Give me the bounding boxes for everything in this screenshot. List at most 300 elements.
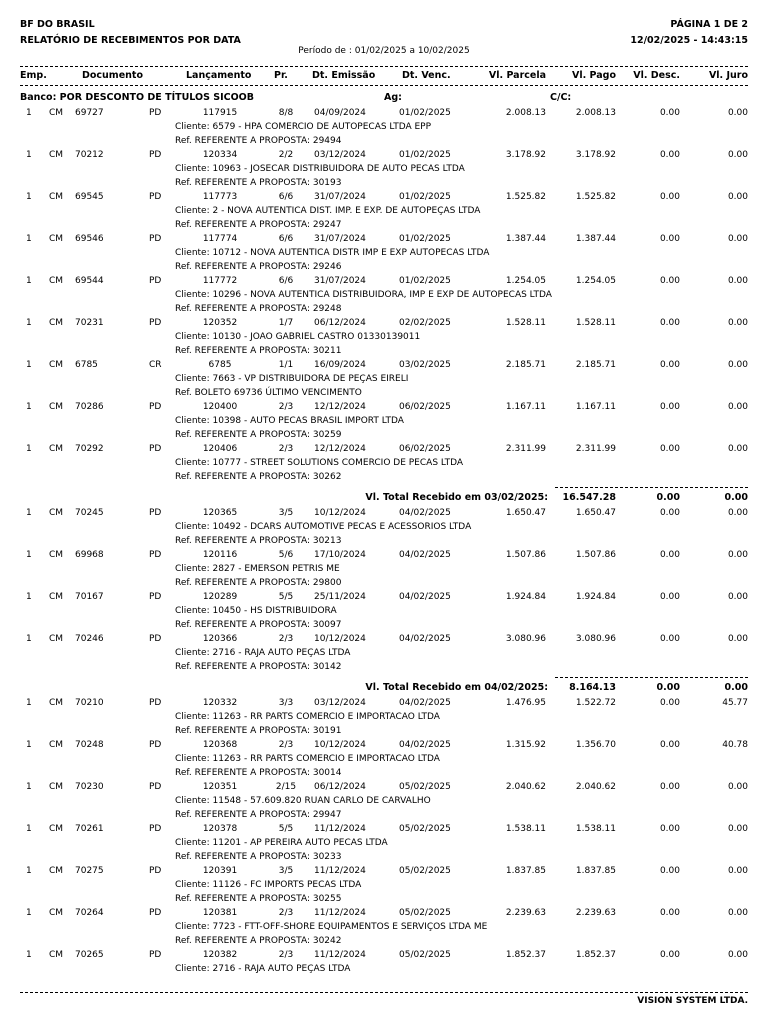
cell-vl-juro: 0.00 [727, 150, 748, 160]
col-header-vl-juro: Vl. Juro [708, 70, 748, 81]
cell-cliente: Cliente: 10450 - HS DISTRIBUIDORA [175, 606, 337, 616]
table-row [0, 508, 768, 550]
group-total-row [0, 682, 768, 696]
cell-cliente: Cliente: 10963 - JOSECAR DISTRIBUIDORA DE AUTO PECAS LTDA [175, 164, 465, 174]
cell-referencia: Ref. REFERENTE A PROPOSTA: 30193 [175, 178, 342, 188]
cell-pr: 1/1 [278, 360, 294, 370]
cell-dt-emissao: 31/07/2024 [314, 234, 366, 244]
footer-divider [20, 992, 748, 993]
cell-lancamento: 6785 [208, 360, 232, 370]
cell-vl-pago: 1.254.05 [575, 276, 616, 286]
cell-emp: 1 [26, 360, 32, 370]
total-vl-juro: 0.00 [724, 492, 748, 503]
cell-cliente: Cliente: 11201 - AP PEREIRA AUTO PECAS LTDA [175, 838, 388, 848]
cell-documento: 70248 [75, 740, 104, 750]
cell-vl-juro: 0.00 [727, 360, 748, 370]
cell-documento: 70265 [75, 950, 104, 960]
cell-cliente: Cliente: 10777 - STREET SOLUTIONS COMERCIO DE PECAS LTDA [175, 458, 464, 468]
cell-tipo: CM [49, 782, 64, 792]
cell-pr: 2/3 [278, 402, 294, 412]
header-divider-top [20, 66, 748, 67]
cell-vl-parcela: 1.167.11 [505, 402, 546, 412]
cell-documento: 69545 [75, 192, 104, 202]
cell-vl-juro: 0.00 [727, 276, 748, 286]
cell-lancamento: 120378 [202, 824, 238, 834]
cell-vl-parcela: 2.311.99 [505, 444, 546, 454]
cell-vl-juro: 0.00 [727, 508, 748, 518]
cell-cliente: Cliente: 10130 - JOAO GABRIEL CASTRO 01330139011 [175, 332, 421, 342]
cell-lancamento: 120351 [202, 782, 238, 792]
cell-vl-juro: 0.00 [727, 192, 748, 202]
cell-documento: 70292 [75, 444, 104, 454]
table-row [0, 782, 768, 824]
cell-dt-venc: 04/02/2025 [399, 634, 451, 644]
header-divider-bottom [20, 85, 748, 86]
cell-documento: 6785 [75, 360, 98, 370]
table-row [0, 234, 768, 276]
cell-codigo: PD [149, 698, 162, 708]
cell-documento: 70261 [75, 824, 104, 834]
cell-cliente: Cliente: 2827 - EMERSON PETRIS ME [175, 564, 340, 574]
col-header-emp: Emp. [20, 70, 47, 81]
cell-cliente: Cliente: 11263 - RR PARTS COMERCIO E IMPORTACAO LTDA [175, 712, 440, 722]
col-header-dt-emissao: Dt. Emissão [312, 70, 376, 81]
table-row [0, 908, 768, 950]
cell-pr: 2/15 [275, 782, 297, 792]
total-label: Vl. Total Recebido em 04/02/2025: [365, 682, 548, 693]
cell-lancamento: 117774 [202, 234, 238, 244]
cell-vl-pago: 1.538.11 [575, 824, 616, 834]
cell-emp: 1 [26, 318, 32, 328]
cell-documento: 70231 [75, 318, 104, 328]
cell-tipo: CM [49, 550, 64, 560]
cell-vl-desc: 0.00 [659, 318, 680, 328]
cell-cliente: Cliente: 10296 - NOVA AUTENTICA DISTRIBUIDORA, IMP E EXP DE AUTOPECAS LTDA [175, 290, 552, 300]
table-row [0, 192, 768, 234]
cell-tipo: CM [49, 108, 64, 118]
cell-lancamento: 117772 [202, 276, 238, 286]
cell-cliente: Cliente: 7663 - VP DISTRIBUIDORA DE PEÇAS EIRELI [175, 374, 409, 384]
report-header-right [630, 17, 748, 49]
cell-dt-venc: 05/02/2025 [399, 824, 451, 834]
cell-documento: 69544 [75, 276, 104, 286]
cell-dt-venc: 04/02/2025 [399, 550, 451, 560]
cell-pr: 2/3 [278, 740, 294, 750]
cell-pr: 5/5 [278, 592, 294, 602]
cell-documento: 69546 [75, 234, 104, 244]
cell-vl-juro: 0.00 [727, 234, 748, 244]
cell-vl-juro: 0.00 [727, 782, 748, 792]
cell-dt-emissao: 31/07/2024 [314, 192, 366, 202]
cell-vl-desc: 0.00 [659, 634, 680, 644]
cell-documento: 70212 [75, 150, 104, 160]
cell-lancamento: 120406 [202, 444, 238, 454]
cell-vl-parcela: 2.040.62 [505, 782, 546, 792]
cell-codigo: PD [149, 550, 162, 560]
table-row [0, 950, 768, 992]
cell-lancamento: 117915 [202, 108, 238, 118]
total-divider [555, 487, 748, 488]
cell-vl-desc: 0.00 [659, 150, 680, 160]
cell-documento: 70210 [75, 698, 104, 708]
cell-vl-pago: 3.080.96 [575, 634, 616, 644]
cell-lancamento: 117773 [202, 192, 238, 202]
cell-dt-venc: 06/02/2025 [399, 444, 451, 454]
cell-vl-pago: 1.387.44 [575, 234, 616, 244]
cell-codigo: PD [149, 508, 162, 518]
company-name: BF DO BRASIL [20, 19, 95, 30]
col-header-lancamento: Lançamento [186, 70, 252, 81]
cell-pr: 8/8 [278, 108, 294, 118]
cell-vl-parcela: 3.080.96 [505, 634, 546, 644]
cell-vl-parcela: 2.008.13 [505, 108, 546, 118]
cell-dt-emissao: 11/12/2024 [314, 950, 366, 960]
cell-vl-desc: 0.00 [659, 192, 680, 202]
cell-emp: 1 [26, 108, 32, 118]
cell-tipo: CM [49, 908, 64, 918]
cell-lancamento: 120352 [202, 318, 238, 328]
total-vl-desc: 0.00 [656, 682, 680, 693]
cell-tipo: CM [49, 634, 64, 644]
cell-dt-venc: 01/02/2025 [399, 276, 451, 286]
cell-vl-pago: 2.008.13 [575, 108, 616, 118]
cell-tipo: CM [49, 824, 64, 834]
cell-referencia: Ref. REFERENTE A PROPOSTA: 30213 [175, 536, 342, 546]
cell-vl-parcela: 2.239.63 [505, 908, 546, 918]
cell-vl-pago: 1.650.47 [575, 508, 616, 518]
cell-dt-emissao: 10/12/2024 [314, 634, 366, 644]
cell-dt-emissao: 03/12/2024 [314, 698, 366, 708]
cell-vl-desc: 0.00 [659, 592, 680, 602]
cell-dt-venc: 04/02/2025 [399, 740, 451, 750]
cell-dt-venc: 01/02/2025 [399, 192, 451, 202]
cell-pr: 6/6 [278, 276, 294, 286]
cell-vl-juro: 0.00 [727, 866, 748, 876]
cell-lancamento: 120116 [202, 550, 238, 560]
cell-vl-desc: 0.00 [659, 908, 680, 918]
cell-lancamento: 120382 [202, 950, 238, 960]
cell-referencia: Ref. REFERENTE A PROPOSTA: 29246 [175, 262, 342, 272]
cell-dt-venc: 03/02/2025 [399, 360, 451, 370]
cell-pr: 2/3 [278, 908, 294, 918]
cell-tipo: CM [49, 150, 64, 160]
cell-vl-parcela: 1.538.11 [505, 824, 546, 834]
cell-referencia: Ref. REFERENTE A PROPOSTA: 29800 [175, 578, 342, 588]
table-row [0, 276, 768, 318]
cell-vl-pago: 1.852.37 [575, 950, 616, 960]
cell-vl-desc: 0.00 [659, 508, 680, 518]
report-datetime: 12/02/2025 - 14:43:15 [630, 35, 748, 46]
cell-referencia: Ref. REFERENTE A PROPOSTA: 29494 [175, 136, 342, 146]
cell-pr: 5/5 [278, 824, 294, 834]
cell-emp: 1 [26, 234, 32, 244]
cell-codigo: PD [149, 402, 162, 412]
footer-company: VISION SYSTEM LTDA. [637, 996, 748, 1006]
total-divider [555, 677, 748, 678]
cell-referencia: Ref. REFERENTE A PROPOSTA: 30259 [175, 430, 342, 440]
page-number: PÁGINA 1 DE 2 [670, 19, 748, 30]
table-row [0, 866, 768, 908]
cell-dt-venc: 05/02/2025 [399, 950, 451, 960]
cell-dt-emissao: 31/07/2024 [314, 276, 366, 286]
cell-emp: 1 [26, 444, 32, 454]
cell-vl-parcela: 1.924.84 [505, 592, 546, 602]
cell-vl-parcela: 1.254.05 [505, 276, 546, 286]
cell-codigo: PD [149, 866, 162, 876]
cell-vl-pago: 1.356.70 [575, 740, 616, 750]
cell-referencia: Ref. REFERENTE A PROPOSTA: 30242 [175, 936, 342, 946]
cell-vl-parcela: 1.387.44 [505, 234, 546, 244]
cell-documento: 70246 [75, 634, 104, 644]
table-row [0, 108, 768, 150]
cell-dt-venc: 05/02/2025 [399, 782, 451, 792]
cell-lancamento: 120391 [202, 866, 238, 876]
cell-referencia: Ref. REFERENTE A PROPOSTA: 29248 [175, 304, 342, 314]
total-vl-pago: 8.164.13 [569, 682, 616, 693]
cell-codigo: PD [149, 634, 162, 644]
cell-codigo: PD [149, 318, 162, 328]
cell-dt-venc: 04/02/2025 [399, 698, 451, 708]
cell-vl-desc: 0.00 [659, 108, 680, 118]
cell-dt-venc: 06/02/2025 [399, 402, 451, 412]
cell-emp: 1 [26, 740, 32, 750]
cell-tipo: CM [49, 192, 64, 202]
cell-emp: 1 [26, 950, 32, 960]
table-row [0, 360, 768, 402]
cell-codigo: PD [149, 150, 162, 160]
cell-lancamento: 120400 [202, 402, 238, 412]
cell-dt-emissao: 12/12/2024 [314, 444, 366, 454]
cell-vl-juro: 40.78 [722, 740, 748, 750]
cell-tipo: CM [49, 698, 64, 708]
cell-codigo: PD [149, 444, 162, 454]
cell-codigo: PD [149, 192, 162, 202]
cell-vl-desc: 0.00 [659, 276, 680, 286]
cell-vl-desc: 0.00 [659, 782, 680, 792]
col-header-vl-parcela: Vl. Parcela [488, 70, 546, 81]
cell-vl-juro: 0.00 [727, 550, 748, 560]
cell-emp: 1 [26, 402, 32, 412]
cell-vl-parcela: 1.650.47 [505, 508, 546, 518]
cell-vl-desc: 0.00 [659, 740, 680, 750]
cell-dt-emissao: 11/12/2024 [314, 824, 366, 834]
table-row [0, 592, 768, 634]
cell-dt-emissao: 11/12/2024 [314, 866, 366, 876]
cell-codigo: PD [149, 908, 162, 918]
cell-dt-venc: 02/02/2025 [399, 318, 451, 328]
cell-emp: 1 [26, 866, 32, 876]
cell-cliente: Cliente: 6579 - HPA COMERCIO DE AUTOPECAS LTDA EPP [175, 122, 432, 132]
cell-pr: 6/6 [278, 192, 294, 202]
cell-emp: 1 [26, 824, 32, 834]
cell-codigo: PD [149, 740, 162, 750]
cell-vl-pago: 2.239.63 [575, 908, 616, 918]
cell-dt-emissao: 06/12/2024 [314, 782, 366, 792]
cell-vl-juro: 0.00 [727, 108, 748, 118]
cell-documento: 69727 [75, 108, 104, 118]
cell-tipo: CM [49, 950, 64, 960]
cell-codigo: PD [149, 782, 162, 792]
cell-pr: 2/2 [278, 150, 294, 160]
cell-tipo: CM [49, 508, 64, 518]
cell-referencia: Ref. REFERENTE A PROPOSTA: 30142 [175, 662, 342, 672]
cell-dt-emissao: 04/09/2024 [314, 108, 366, 118]
cell-vl-pago: 1.924.84 [575, 592, 616, 602]
cell-tipo: CM [49, 402, 64, 412]
cell-pr: 2/3 [278, 950, 294, 960]
cell-lancamento: 120368 [202, 740, 238, 750]
cell-lancamento: 120332 [202, 698, 238, 708]
cell-emp: 1 [26, 550, 32, 560]
cell-vl-desc: 0.00 [659, 950, 680, 960]
cell-vl-juro: 0.00 [727, 908, 748, 918]
cell-vl-juro: 0.00 [727, 634, 748, 644]
cell-dt-emissao: 06/12/2024 [314, 318, 366, 328]
bank-account-label: C/C: [550, 92, 572, 103]
cell-codigo: PD [149, 592, 162, 602]
cell-cliente: Cliente: 2716 - RAJA AUTO PEÇAS LTDA [175, 964, 351, 974]
cell-cliente: Cliente: 11548 - 57.609.820 RUAN CARLO DE CARVALHO [175, 796, 431, 806]
cell-vl-desc: 0.00 [659, 824, 680, 834]
table-row [0, 550, 768, 592]
cell-referencia: Ref. REFERENTE A PROPOSTA: 30014 [175, 768, 342, 778]
cell-vl-juro: 0.00 [727, 402, 748, 412]
cell-tipo: CM [49, 360, 64, 370]
cell-referencia: Ref. REFERENTE A PROPOSTA: 30262 [175, 472, 342, 482]
cell-vl-juro: 0.00 [727, 592, 748, 602]
cell-codigo: PD [149, 108, 162, 118]
cell-vl-desc: 0.00 [659, 360, 680, 370]
cell-vl-desc: 0.00 [659, 550, 680, 560]
col-header-documento: Documento [82, 70, 143, 81]
cell-cliente: Cliente: 11263 - RR PARTS COMERCIO E IMPORTACAO LTDA [175, 754, 440, 764]
cell-dt-emissao: 10/12/2024 [314, 740, 366, 750]
cell-tipo: CM [49, 276, 64, 286]
group-total-row [0, 492, 768, 506]
cell-vl-juro: 0.00 [727, 824, 748, 834]
table-row [0, 698, 768, 740]
cell-pr: 1/7 [278, 318, 294, 328]
col-header-dt-venc: Dt. Venc. [402, 70, 451, 81]
cell-dt-emissao: 17/10/2024 [314, 550, 366, 560]
cell-emp: 1 [26, 508, 32, 518]
cell-dt-venc: 01/02/2025 [399, 234, 451, 244]
cell-vl-parcela: 2.185.71 [505, 360, 546, 370]
report-period: Período de : 01/02/2025 a 10/02/2025 [298, 46, 470, 56]
cell-lancamento: 120381 [202, 908, 238, 918]
cell-vl-pago: 1.522.72 [575, 698, 616, 708]
cell-vl-pago: 2.040.62 [575, 782, 616, 792]
col-header-pr: Pr. [274, 70, 288, 81]
cell-vl-pago: 2.185.71 [575, 360, 616, 370]
cell-vl-desc: 0.00 [659, 402, 680, 412]
cell-documento: 70230 [75, 782, 104, 792]
table-row [0, 824, 768, 866]
cell-pr: 3/3 [278, 698, 294, 708]
cell-cliente: Cliente: 11126 - FC IMPORTS PECAS LTDA [175, 880, 362, 890]
cell-emp: 1 [26, 192, 32, 202]
cell-dt-emissao: 11/12/2024 [314, 908, 366, 918]
cell-referencia: Ref. REFERENTE A PROPOSTA: 29247 [175, 220, 342, 230]
cell-referencia: Ref. REFERENTE A PROPOSTA: 30191 [175, 726, 342, 736]
bank-label: Banco: POR DESCONTO DE TÍTULOS SICOOB [20, 92, 254, 103]
cell-codigo: CR [149, 360, 162, 370]
cell-referencia: Ref. REFERENTE A PROPOSTA: 29947 [175, 810, 342, 820]
cell-vl-pago: 1.837.85 [575, 866, 616, 876]
cell-lancamento: 120365 [202, 508, 238, 518]
col-header-vl-pago: Vl. Pago [572, 70, 616, 81]
cell-tipo: CM [49, 740, 64, 750]
cell-vl-parcela: 1.852.37 [505, 950, 546, 960]
cell-documento: 69968 [75, 550, 104, 560]
cell-cliente: Cliente: 10492 - DCARS AUTOMOTIVE PECAS E ACESSORIOS LTDA [175, 522, 472, 532]
cell-emp: 1 [26, 782, 32, 792]
cell-codigo: PD [149, 824, 162, 834]
table-row [0, 402, 768, 444]
cell-vl-pago: 1.507.86 [575, 550, 616, 560]
total-vl-pago: 16.547.28 [562, 492, 616, 503]
cell-vl-pago: 2.311.99 [575, 444, 616, 454]
bank-agency-label: Ag: [384, 92, 402, 103]
cell-codigo: PD [149, 276, 162, 286]
cell-vl-pago: 1.528.11 [575, 318, 616, 328]
total-vl-juro: 0.00 [724, 682, 748, 693]
cell-documento: 70167 [75, 592, 104, 602]
cell-dt-emissao: 03/12/2024 [314, 150, 366, 160]
cell-vl-juro: 0.00 [727, 444, 748, 454]
cell-referencia: Ref. REFERENTE A PROPOSTA: 30255 [175, 894, 342, 904]
cell-vl-desc: 0.00 [659, 866, 680, 876]
total-label: Vl. Total Recebido em 03/02/2025: [365, 492, 548, 503]
cell-emp: 1 [26, 592, 32, 602]
table-row [0, 740, 768, 782]
cell-pr: 3/5 [278, 866, 294, 876]
cell-dt-venc: 01/02/2025 [399, 150, 451, 160]
total-vl-desc: 0.00 [656, 492, 680, 503]
cell-cliente: Cliente: 2716 - RAJA AUTO PEÇAS LTDA [175, 648, 351, 658]
cell-dt-emissao: 12/12/2024 [314, 402, 366, 412]
cell-cliente: Cliente: 2 - NOVA AUTENTICA DIST. IMP. E EXP. DE AUTOPEÇAS LTDA [175, 206, 481, 216]
cell-vl-pago: 1.167.11 [575, 402, 616, 412]
cell-dt-venc: 05/02/2025 [399, 908, 451, 918]
cell-vl-parcela: 1.837.85 [505, 866, 546, 876]
cell-cliente: Cliente: 10398 - AUTO PECAS BRASIL IMPORT LTDA [175, 416, 404, 426]
cell-dt-emissao: 25/11/2024 [314, 592, 366, 602]
cell-emp: 1 [26, 634, 32, 644]
cell-lancamento: 120366 [202, 634, 238, 644]
cell-tipo: CM [49, 234, 64, 244]
cell-tipo: CM [49, 592, 64, 602]
cell-cliente: Cliente: 7723 - FTT-OFF-SHORE EQUIPAMENTOS E SERVIÇOS LTDA ME [175, 922, 488, 932]
cell-emp: 1 [26, 698, 32, 708]
cell-vl-desc: 0.00 [659, 234, 680, 244]
cell-documento: 70275 [75, 866, 104, 876]
cell-dt-emissao: 10/12/2024 [314, 508, 366, 518]
cell-documento: 70264 [75, 908, 104, 918]
report-header-left [20, 17, 241, 49]
col-header-vl-desc: Vl. Desc. [633, 70, 680, 81]
cell-pr: 6/6 [278, 234, 294, 244]
cell-vl-parcela: 1.528.11 [505, 318, 546, 328]
cell-lancamento: 120334 [202, 150, 238, 160]
cell-documento: 70245 [75, 508, 104, 518]
cell-emp: 1 [26, 276, 32, 286]
cell-vl-parcela: 3.178.92 [505, 150, 546, 160]
cell-dt-venc: 04/02/2025 [399, 508, 451, 518]
cell-dt-venc: 05/02/2025 [399, 866, 451, 876]
table-row [0, 318, 768, 360]
cell-dt-venc: 04/02/2025 [399, 592, 451, 602]
